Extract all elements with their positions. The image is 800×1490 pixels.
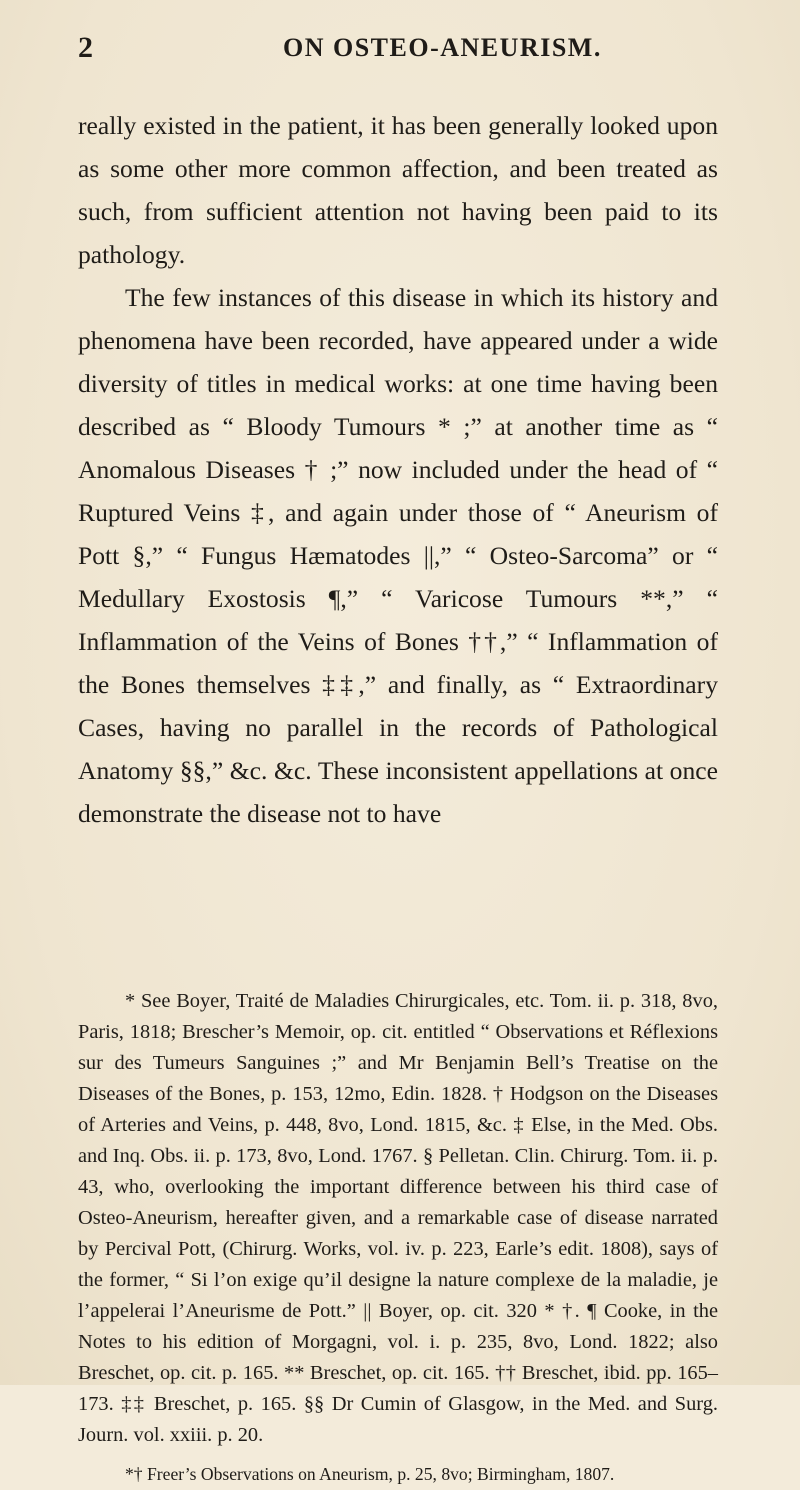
body-text (78, 104, 718, 835)
page-number: 2 (78, 31, 93, 64)
paragraph: The few instances of this disease in which its history and phenomena have been recorded, have appeared under a wide diversity of titles in medical works: at one time having been described as “ Bloody Tumours * ;” at another time as “ Anomalous Diseases † ;” now included under the head of “ Ruptured Veins ‡, and again under those of “ Aneurism of Pott §,” “ Fungus Hæmatodes ||,” “ Osteo-Sarcoma” or “ Medullary Exostosis ¶,” “ Varicose Tumours **,” “ Inflammation of the Veins of Bones ††,” “ Inflammation of the Bones themselves ‡‡,” and finally, as “ Extraordinary Cases, having no parallel in the records of Pathological Anatomy §§,” &c. &c. These inconsistent appellations at once demonstrate the disease not to have (78, 283, 718, 828)
footnote-secondary: *† Freer’s Observations on Aneurism, p. 25, 8vo; Birmingham, 1807. (125, 1464, 615, 1484)
page-header (78, 28, 718, 68)
footnote-block: * See Boyer, Traité de Maladies Chirurgicales, etc. Tom. ii. p. 318, 8vo, Paris, 1818; Brescher’s Memoir, op. cit. entitled “ Observations et Réflexions sur des Tumeurs Sanguines ;” and Mr Benjamin Bell’s Treatise on the Diseases of the Bones, p. 153, 12mo, Edin. 1828. † Hodgson on the Diseases of Arteries and Veins, p. 448, 8vo, Lond. 1815, &c. ‡ Else, in the Med. Obs. and Inq. Obs. ii. p. 173, 8vo, Lond. 1767. § Pelletan. Clin. Chirurg. Tom. ii. p. 43, who, overlooking the important difference between his third case of Osteo-Aneurism, hereafter given, and a remarkable case of disease narrated by Percival Pott, (Chirurg. Works, vol. iv. p. 223, Earle’s edit. 1808), says of the former, “ Si l’on exige qu’il designe la nature complexe de la maladie, je l’appelerai l’Aneurisme de Pott.” || Boyer, op. cit. 320 * †. ¶ Cooke, in the Notes to his edition of Morgagni, vol. i. p. 235, 8vo, Lond. 1822; also Breschet, op. cit. p. 165. ** Breschet, op. cit. 165. †† Breschet, ibid. pp. 165–173. ‡‡ Breschet, p. 165. §§ Dr Cumin of Glasgow, in the Med. and Surg. Journ. vol. xxiii. p. 20. (78, 990, 718, 1446)
running-title: ON OSTEO-ANEURISM. (283, 33, 602, 62)
footnotes (78, 986, 718, 1490)
paragraph-continued: really existed in the patient, it has been generally looked upon as some other more common affection, and been treated as such, from sufficient attention not having been paid to its pathology. (78, 111, 718, 269)
